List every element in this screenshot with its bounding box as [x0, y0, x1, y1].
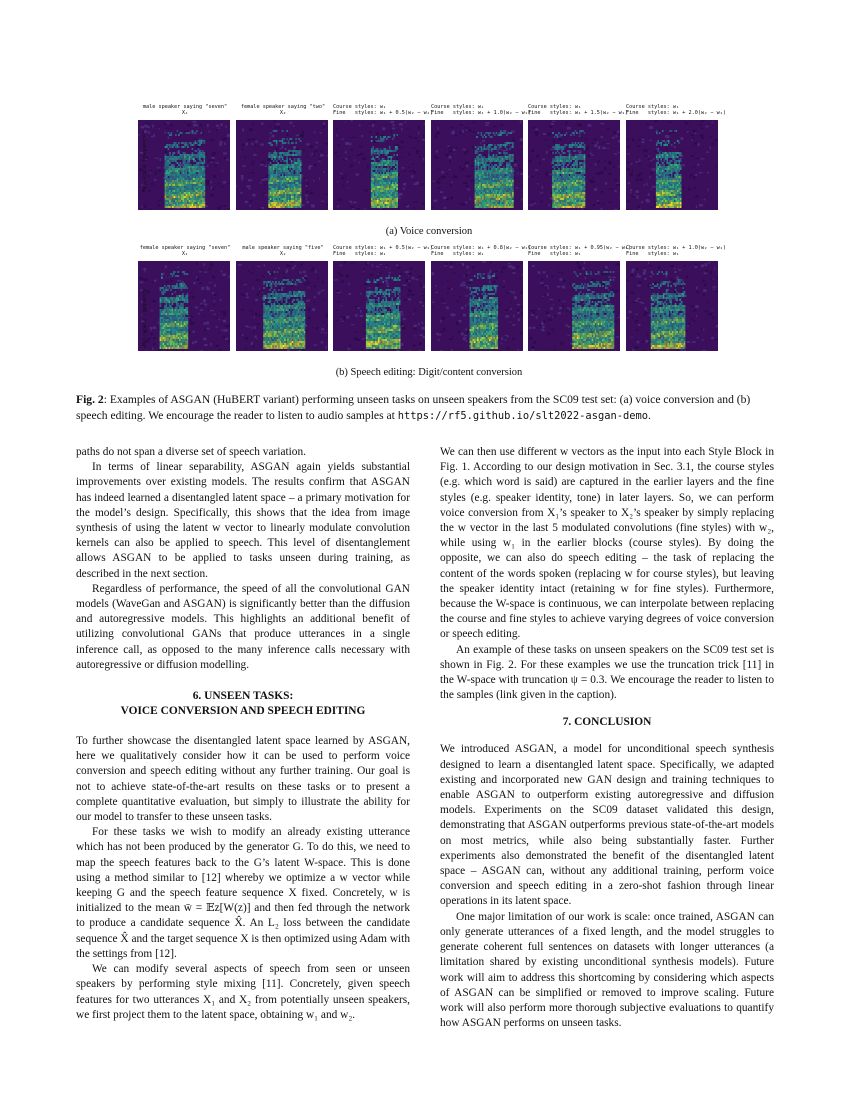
right-column — [440, 445, 774, 1031]
panel-title: Course styles: w₁ — [528, 104, 582, 110]
section-6-heading-line2: VOICE CONVERSION AND SPEECH EDITING — [120, 705, 366, 718]
spectrogram-image — [333, 261, 425, 351]
panel-title: Course styles: w₁ + 0.8(w₂ − w₁) — [431, 245, 531, 251]
spectrogram-image — [528, 120, 620, 210]
caption-end: . — [648, 408, 651, 422]
left-column — [76, 445, 410, 1023]
spectrogram-image — [626, 120, 718, 210]
spectrogram-image — [431, 120, 523, 210]
spectrogram-image — [236, 120, 328, 210]
panel-subtitle: Fine styles: w₁ + 1.0(w₂ − w₁) — [431, 110, 531, 116]
panel-subtitle: Fine styles: w₁ — [528, 251, 582, 257]
panel-title: Course styles: w₁ — [431, 104, 485, 110]
panel-subtitle: X₁ — [181, 251, 189, 257]
caption-label: Fig. 2 — [76, 393, 104, 406]
spectrogram-image — [138, 261, 230, 351]
spectrogram-image — [236, 261, 328, 351]
y-axis-label-a: Mel-scale frequency — [142, 134, 148, 192]
panel-title: Course styles: w₁ + 1.0(w₂ − w₁) — [626, 245, 726, 251]
panel-subtitle: Fine styles: w₁ — [626, 251, 680, 257]
paragraph: paths do not span a diverse set of speech variation. — [76, 446, 306, 458]
paragraph: For these tasks we wish to modify an already existing utterance which has not been produced by the generator G. To do this, we need to map the speech features back to the G’s latent W-space. This is done using a method similar to [12] whereby we optimize a w vector while keeping G and the speech feature sequence X fixed. Concretely, w is initialized to the mean w̄ = 𝔼z[W(z)] and then fed through the network to produce a candidate sequence X̂. An L₂ loss between the candidate sequence X̂ and the target sequence X is then optimized using Adam with the settings from [12]. — [76, 826, 410, 960]
paragraph: An example of these tasks on unseen speakers on the SC09 test set is shown in Fig. 2. For these examples we use the truncation trick [11] in the W-space with truncation ψ = 0.3. We encourage the reader to listen to the samples (link given in the caption). — [440, 643, 774, 702]
section-7-heading: 7. CONCLUSION — [562, 716, 652, 729]
panel-title: male speaker saying "five" — [242, 245, 324, 251]
paragraph: To further showcase the disentangled latent space learned by ASGAN, here we qualitatively consider how it can be used to perform voice conversion and speech editing without any further training. Our goal is not to achieve state-of-the-art results on these tasks or to present a complete quantitative evaluation, but simply to illustrate the ability for our model to transfer to these unseen tasks. — [76, 735, 410, 824]
section-6-heading-line1: 6. UNSEEN TASKS: — [192, 690, 294, 703]
panel-title: female speaker saying "seven" — [139, 245, 231, 251]
paragraph: In terms of linear separability, ASGAN again yields substantial improvements over existing models. The results confirm that ASGAN has indeed learned a disentangled latent space – a primary motivation for the model’s design. Specifically, this shows that the idea from image synthesis of using the latent w vector to linearly modulate convolution kernels can also be applied to speech. This level of disentanglement allows ASGAN to be applied to tasks unseen during training, as described in the next section. — [76, 461, 410, 580]
panel-subtitle: Fine styles: w₁ — [333, 251, 387, 257]
panel-title: female speaker saying "two" — [240, 104, 326, 110]
spectrogram-image — [138, 120, 230, 210]
paragraph: We introduced ASGAN, a model for unconditional speech synthesis designed to learn a disentangled latent space. Specifically, we adapted existing and incorporated new GAN design and training techniques to enable ASGAN to outperform existing autoregressive and diffusion models. Experiments on the SC09 dataset validated this design, demonstrating that ASGAN outperforms previous state-of-the-art models on most metrics, while also being substantially faster. Further experiments also demonstrated the benefit of the disentangled latent space – ASGAN can, without any additional training, perform voice conversion and speech editing in a zero-shot fashion through linear operations in its latent space. — [440, 743, 774, 908]
subcaption-b: (b) Speech editing: Digit/content conversion — [335, 367, 523, 378]
panel-subtitle: Fine styles: w₁ + 2.0(w₂ − w₁) — [626, 110, 726, 116]
y-axis-label-b: Mel-scale frequency — [142, 288, 148, 346]
subcaption-a: (a) Voice conversion — [385, 226, 473, 237]
panel-subtitle: X₁ — [181, 110, 189, 116]
panel-title: Course styles: w₁ + 0.95(w₂ − w₁) — [528, 245, 632, 251]
spectrogram-image — [333, 120, 425, 210]
paragraph: We can modify several aspects of speech from seen or unseen speakers by performing style mixing [11]. Concretely, given speech features for two utterances X₁ and X₂ from potentially unseen speakers, we first project them to the latent space, obtaining w₁ and w₂. — [76, 963, 410, 1021]
panel-title: Course styles: w₁ — [626, 104, 680, 110]
panel-title: Course styles: w₁ + 0.5(w₂ − w₁) — [333, 245, 433, 251]
paragraph: One major limitation of our work is scale: once trained, ASGAN can only generate utterances of a fixed length, and the model struggles to generate coherent full sentences on datasets with longer utterances (a limitation shared by existing unconditional synthesis models). Future work will aim to address this shortcoming by considering which aspects of ASGAN can be simplified or removed to improve scaling. Future work will also perform more thorough subjective evaluations to quantify how ASGAN performs on unseen tasks. — [440, 910, 774, 1030]
panel-subtitle: X₂ — [279, 110, 287, 116]
spectrogram-image — [431, 261, 523, 351]
panel-subtitle: Fine styles: w₁ — [431, 251, 485, 257]
paragraph: We can then use different w vectors as the input into each Style Block in Fig. 1. According to our design motivation in Sec. 3.1, the course styles (e.g. which word is said) are captured in the earlier layers and the fine styles (e.g. speaker identity, tone) in later layers. So, we can perform voice conversion from X₁’s speaker to X₂’s speaker by simply replacing the w vector in the last 5 modulated convolutions (fine styles) with w₂, while using w₁ in the earlier blocks (course styles). By doing the opposite, we can also do speech editing – the task of replacing the content of the words spoken (replacing w for course styles), but leaving the speaker identity intact (retaining w for fine styles). Furthermore, because the W-space is continuous, we can interpolate between replacing the course and fine styles to achieve varying degrees of voice conversion or speech editing. — [440, 446, 774, 641]
panel-title: Course styles: w₁ — [333, 104, 387, 110]
panel-title: male speaker saying "seven" — [142, 104, 228, 110]
panel-subtitle: X₂ — [279, 251, 287, 257]
panel-subtitle: Fine styles: w₁ + 0.5(w₂ − w₁) — [333, 110, 433, 116]
figure-caption — [76, 392, 776, 424]
paragraph: Regardless of performance, the speed of all the convolutional GAN models (WaveGan and ASGAN) is significantly better than the diffusion and autoregressive models. This highlights an additional benefit of utilizing convolutional GANs that produce utterances in a single inference call, as opposed to the many inference calls necessary with autoregressive or diffusion modelling. — [76, 582, 410, 671]
caption-text: : Examples of ASGAN (HuBERT variant) performing unseen tasks on unseen speakers from the SC09 test set: (a) voice conversion and (b) speech editing. We encourage the reader to listen to audio samples at — [76, 393, 751, 422]
panel-subtitle: Fine styles: w₁ + 1.5(w₂ − w₁) — [528, 110, 628, 116]
demo-link[interactable]: https://rf5.github.io/slt2022-asgan-demo — [397, 409, 648, 422]
spectrogram-image — [626, 261, 718, 351]
spectrogram-image — [528, 261, 620, 351]
